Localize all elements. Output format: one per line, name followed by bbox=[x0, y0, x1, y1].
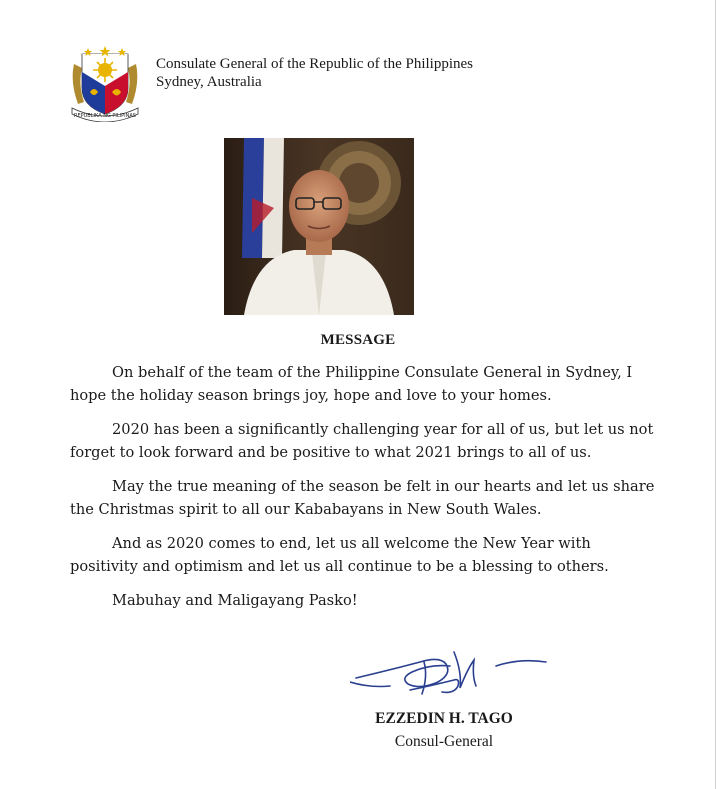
paragraph: May the true meaning of the season be felt in our hearts and let us share the Christmas spirit to all our Kababayans in New South Wales. bbox=[70, 478, 655, 518]
letterhead bbox=[68, 42, 668, 122]
paragraph: Mabuhay and Maligayang Pasko! bbox=[112, 592, 358, 609]
paragraph: And as 2020 comes to end, let us all welcome the New Year with positivity and optimism and let us all continue to be a blessing to others. bbox=[70, 535, 609, 575]
signatory-name: EZZEDIN H. TAGO bbox=[375, 710, 513, 727]
signatory-title: Consul-General bbox=[394, 733, 494, 750]
consul-general-portrait bbox=[224, 138, 414, 315]
message-body bbox=[70, 361, 660, 623]
consulate-location: Sydney, Australia bbox=[156, 74, 262, 90]
paragraph: On behalf of the team of the Philippine Consulate General in Sydney, I hope the holiday season brings joy, hope and love to your homes. bbox=[70, 364, 633, 404]
svg-text:REPUBLIKA NG PILIPINAS: REPUBLIKA NG PILIPINAS bbox=[74, 113, 136, 119]
paragraph: 2020 has been a significantly challenging year for all of us, but let us not forget to look forward and be positive to what 2021 brings to all of us. bbox=[70, 421, 654, 461]
philippine-seal-icon bbox=[68, 42, 142, 122]
handwritten-signature bbox=[350, 642, 550, 702]
message-title: MESSAGE bbox=[320, 332, 396, 348]
consulate-name: Consulate General of the Republic of the Philippines bbox=[156, 56, 474, 72]
